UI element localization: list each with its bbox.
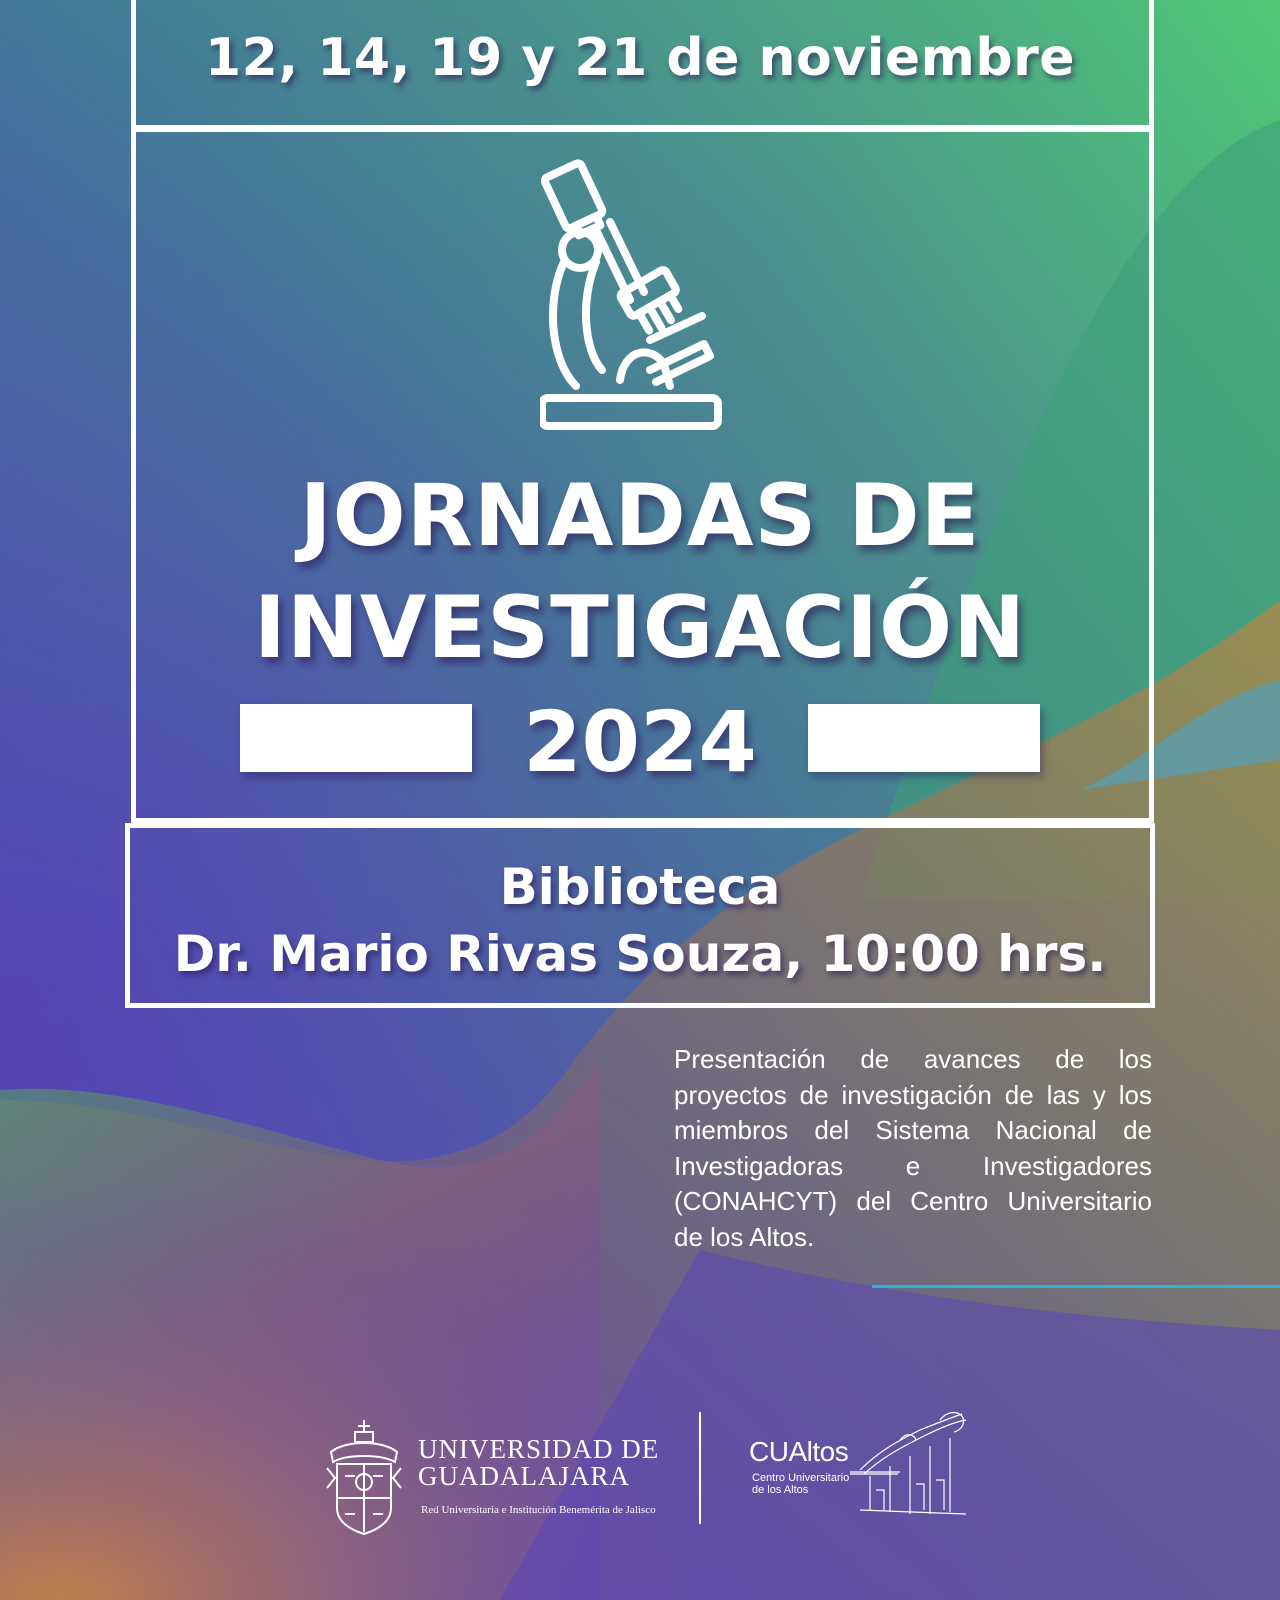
title-line-1: JORNADAS DE (299, 466, 981, 566)
title-line-2: INVESTIGACIÓN (253, 578, 1027, 678)
year-row (240, 693, 1040, 791)
udg-seal-icon (325, 1418, 403, 1538)
logo-divider (699, 1412, 701, 1524)
microscope-icon (540, 150, 740, 440)
cualtos-name: CUAltos (749, 1436, 849, 1467)
decorative-bar-right (808, 704, 1040, 772)
cualtos-subtitle-line-2: de los Altos (752, 1484, 809, 1496)
cualtos-building-icon (850, 1410, 970, 1520)
logos-footer (325, 1410, 965, 1550)
event-dates: 12, 14, 19 y 21 de noviembre (204, 28, 1076, 88)
event-description: Presentación de avances de los proyectos de investigación de las y los miembros del Sistema Nacional de Investigadoras e Investigadores (CONAHCYT) del Centro Universitario de los Altos. (674, 1044, 1152, 1252)
udg-subtitle: Red Universitaria e Institución Benemérita de Jalisco (421, 1504, 656, 1516)
accent-rule (872, 1285, 1280, 1288)
udg-name (418, 1436, 659, 1490)
cualtos-subtitle-line-1: Centro Universitario (752, 1472, 850, 1484)
udg-name-line-2: GUADALAJARA (418, 1461, 630, 1491)
udg-name-line-1: UNIVERSIDAD DE (418, 1434, 660, 1464)
venue-line-2: Dr. Mario Rivas Souza, 10:00 hrs. (173, 925, 1107, 983)
event-year: 2024 (523, 693, 757, 791)
venue-line-1: Biblioteca (499, 858, 781, 916)
cualtos-subtitle (752, 1472, 849, 1496)
